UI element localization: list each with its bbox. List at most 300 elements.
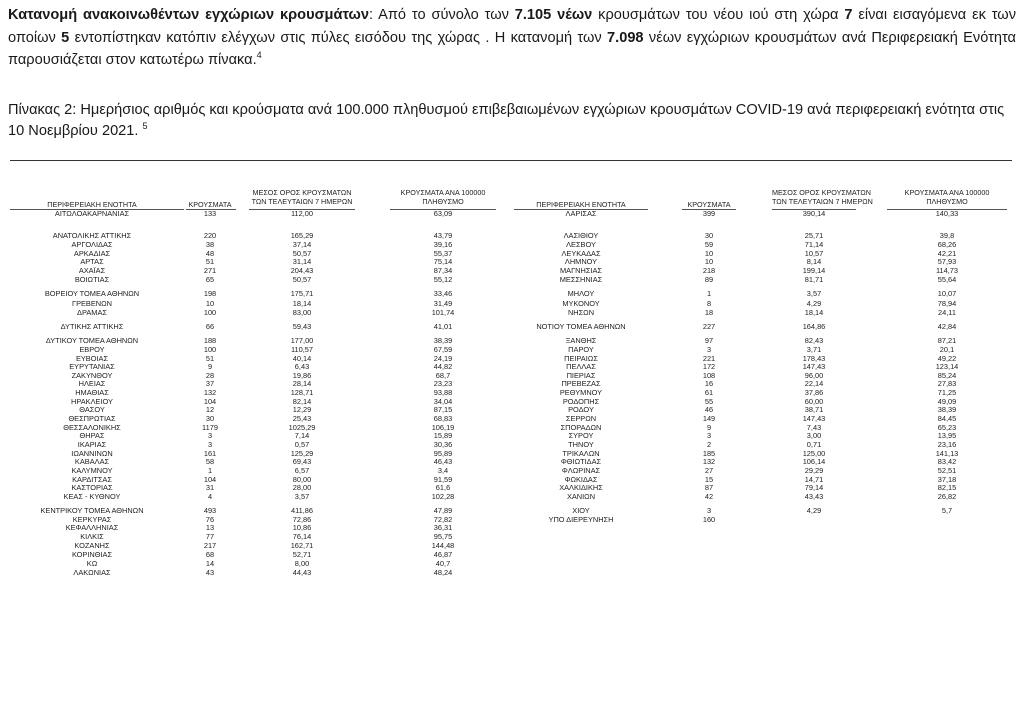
table-row xyxy=(0,542,1024,551)
cell-per: 27,83 xyxy=(937,379,957,388)
cell-avg: 147,43 xyxy=(802,362,826,371)
cell-cases: 132 xyxy=(702,457,716,466)
cell-name: ΗΡΑΚΛΕΙΟΥ xyxy=(71,397,113,406)
cell-avg: 10,57 xyxy=(804,249,824,258)
cell-avg: 83,00 xyxy=(292,308,312,317)
cell-per: 102,28 xyxy=(431,492,455,501)
cell-cases: 3 xyxy=(207,440,213,449)
table-row xyxy=(0,415,1024,424)
cell-cases: 12 xyxy=(205,405,215,414)
cell-per: 95,89 xyxy=(433,449,453,458)
cell-name: ΛΗΜΝΟΥ xyxy=(564,257,598,266)
cell-avg: 390,14 xyxy=(802,209,826,218)
intro-total-new: 7.105 νέων xyxy=(514,7,593,23)
cell-name: ΣΥΡΟΥ xyxy=(568,431,594,440)
cell-per: 67,59 xyxy=(433,345,453,354)
cell-name: ΑΡΚΑΔΙΑΣ xyxy=(73,249,111,258)
table-row xyxy=(0,516,1024,525)
cell-cases: 220 xyxy=(203,231,217,240)
cell-avg: 7,14 xyxy=(294,431,310,440)
cell-cases: 68 xyxy=(205,550,215,559)
cell-per: 63,09 xyxy=(433,209,453,218)
cell-cases: 10 xyxy=(704,257,714,266)
cell-avg: 37,86 xyxy=(804,388,824,397)
cell-name: ΦΩΚΙΔΑΣ xyxy=(564,475,598,484)
cell-name: ΜΕΣΣΗΝΙΑΣ xyxy=(559,275,603,284)
cell-avg: 125,00 xyxy=(802,449,826,458)
cell-name: ΦΛΩΡΙΝΑΣ xyxy=(561,466,601,475)
cell-per: 68,26 xyxy=(937,240,957,249)
cell-avg: 37,14 xyxy=(292,240,312,249)
table-caption xyxy=(8,100,1016,142)
cell-name: ΛΑΚΩΝΙΑΣ xyxy=(73,568,111,577)
cell-cases: 31 xyxy=(205,483,215,492)
cell-name: ΘΕΣΣΑΛΟΝΙΚΗΣ xyxy=(63,423,121,432)
cell-cases: 108 xyxy=(702,371,716,380)
cell-avg: 3,71 xyxy=(806,345,822,354)
cell-per: 140,33 xyxy=(935,209,959,218)
cell-avg: 199,14 xyxy=(802,266,826,275)
cell-avg: 29,29 xyxy=(804,466,824,475)
intro-imported: 7 xyxy=(844,7,853,23)
cell-avg: 8,14 xyxy=(806,257,822,266)
cell-per: 42,84 xyxy=(937,322,957,331)
cell-avg: 82,43 xyxy=(804,336,824,345)
cell-per: 47,89 xyxy=(433,506,453,515)
intro-text-5: νέων εγχώριων κρουσμάτων ανά Περιφερειακή Ενότητα παρουσιάζεται στον κατωτέρω πίνακα. xyxy=(8,29,1016,69)
cell-name: ΖΑΚΥΝΘΟΥ xyxy=(71,371,113,380)
cell-cases: 185 xyxy=(702,449,716,458)
cell-per: 43,79 xyxy=(433,231,453,240)
cell-cases: 100 xyxy=(203,345,217,354)
intro-border-detected: 5 xyxy=(61,29,70,46)
cell-per: 72,82 xyxy=(433,515,453,524)
table-row xyxy=(0,484,1024,493)
cell-cases: 10 xyxy=(205,299,215,308)
cell-per: 46,43 xyxy=(433,457,453,466)
cell-avg: 25,71 xyxy=(804,231,824,240)
cell-cases: 46 xyxy=(704,405,714,414)
cell-per: 75,14 xyxy=(433,257,453,266)
cell-avg: 80,00 xyxy=(292,475,312,484)
cell-per: 5,7 xyxy=(941,506,953,515)
cell-per: 36,31 xyxy=(433,523,453,532)
table-row xyxy=(0,210,1024,219)
cell-avg: 7,43 xyxy=(806,423,822,432)
cell-per: 38,39 xyxy=(433,336,453,345)
cell-name: ΚΟΖΑΝΗΣ xyxy=(74,541,110,550)
cell-cases: 18 xyxy=(704,308,714,317)
cell-avg: 38,71 xyxy=(804,405,824,414)
cell-avg: 25,43 xyxy=(292,414,312,423)
cell-cases: 198 xyxy=(203,289,217,298)
cell-avg: 12,29 xyxy=(292,405,312,414)
cell-cases: 66 xyxy=(205,322,215,331)
table-caption-text: Πίνακας 2: Ημερήσιος αριθμός και κρούσματα ανά 100.000 πληθυσμού επιβεβαιωμένων εγχώριων κρουσμάτων COVID-19 ανά περιφερειακή ενότητα στις 10 Νοεμβρίου 2021. xyxy=(8,102,1005,139)
cell-cases: 218 xyxy=(702,266,716,275)
cell-avg: 19,86 xyxy=(292,371,312,380)
table-row xyxy=(0,507,1024,516)
cell-per: 91,59 xyxy=(433,475,453,484)
cell-per: 95,75 xyxy=(433,532,453,541)
cell-avg: 178,43 xyxy=(802,354,826,363)
cell-avg: 79,14 xyxy=(804,483,824,492)
cell-per: 106,19 xyxy=(431,423,455,432)
cell-name: ΠΡΕΒΕΖΑΣ xyxy=(561,379,601,388)
cell-avg: 18,14 xyxy=(292,299,312,308)
cell-avg: 164,86 xyxy=(802,322,826,331)
cell-name: ΠΑΡΟΥ xyxy=(568,345,594,354)
cell-name: ΚΩ xyxy=(86,559,98,568)
cell-name: ΜΑΓΝΗΣΙΑΣ xyxy=(560,266,602,275)
cell-per: 85,24 xyxy=(937,371,957,380)
cell-per: 55,37 xyxy=(433,249,453,258)
cell-name: ΔΥΤΙΚΟΥ ΤΟΜΕΑ ΑΘΗΝΩΝ xyxy=(45,336,139,345)
table-row xyxy=(0,241,1024,250)
cell-avg: 72,86 xyxy=(292,515,312,524)
table-row xyxy=(0,337,1024,346)
cell-name: ΣΕΡΡΩΝ xyxy=(565,414,597,423)
cell-name: ΧΑΝΙΩΝ xyxy=(566,492,596,501)
cell-per: 23,16 xyxy=(937,440,957,449)
cell-per: 26,82 xyxy=(937,492,957,501)
cell-per: 42,21 xyxy=(937,249,957,258)
cell-per: 3,4 xyxy=(437,466,449,475)
cell-avg: 4,29 xyxy=(806,299,822,308)
cell-cases: 2 xyxy=(706,440,712,449)
cell-per: 15,89 xyxy=(433,431,453,440)
cell-per: 20,1 xyxy=(939,345,955,354)
cell-name: ΧΙΟΥ xyxy=(572,506,590,515)
cell-per: 84,45 xyxy=(937,414,957,423)
cell-name: ΠΕΙΡΑΙΩΣ xyxy=(564,354,598,363)
cell-name: ΛΕΥΚΑΔΑΣ xyxy=(561,249,601,258)
cell-name: ΡΟΔΟΥ xyxy=(568,405,594,414)
cell-cases: 97 xyxy=(704,336,714,345)
cell-per: 52,51 xyxy=(937,466,957,475)
cell-cases: 3 xyxy=(207,431,213,440)
cell-cases: 3 xyxy=(706,345,712,354)
cell-per: 41,01 xyxy=(433,322,453,331)
cell-cases: 100 xyxy=(203,308,217,317)
table-row xyxy=(0,406,1024,415)
cell-name: ΚΙΛΚΙΣ xyxy=(80,532,104,541)
cell-cases: 55 xyxy=(704,397,714,406)
cell-avg: 0,71 xyxy=(806,440,822,449)
cell-avg: 40,14 xyxy=(292,354,312,363)
cell-cases: 271 xyxy=(203,266,217,275)
cell-per: 144,48 xyxy=(431,541,455,550)
table-row xyxy=(0,458,1024,467)
table-row xyxy=(0,232,1024,241)
cell-name: ΘΑΣΟΥ xyxy=(79,405,105,414)
cell-cases: 48 xyxy=(205,249,215,258)
cell-cases: 188 xyxy=(203,336,217,345)
cell-per: 87,15 xyxy=(433,405,453,414)
table-row xyxy=(0,323,1024,332)
table-row xyxy=(0,569,1024,578)
cell-avg: 3,57 xyxy=(806,289,822,298)
cell-avg: 14,71 xyxy=(804,475,824,484)
cell-name: ΝΗΣΩΝ xyxy=(567,308,595,317)
cell-avg: 22,14 xyxy=(804,379,824,388)
table-row xyxy=(0,363,1024,372)
cell-per: 39,16 xyxy=(433,240,453,249)
cell-per: 49,22 xyxy=(937,354,957,363)
cell-per: 24,19 xyxy=(433,354,453,363)
cell-cases: 77 xyxy=(205,532,215,541)
table-row xyxy=(0,560,1024,569)
table-row xyxy=(0,276,1024,285)
cell-name: ΕΒΡΟΥ xyxy=(79,345,105,354)
footnote-ref-4: 4 xyxy=(256,50,262,61)
cell-avg: 162,71 xyxy=(290,541,314,550)
cell-name: ΑΙΤΩΛΟΑΚΑΡΝΑΝΙΑΣ xyxy=(54,209,130,218)
cell-per: 34,04 xyxy=(433,397,453,406)
cell-avg: 165,29 xyxy=(290,231,314,240)
cell-name: ΓΡΕΒΕΝΩΝ xyxy=(72,299,112,308)
cell-name: ΤΡΙΚΑΛΩΝ xyxy=(562,449,600,458)
cell-cases: 3 xyxy=(706,506,712,515)
cell-per: 46,87 xyxy=(433,550,453,559)
cell-avg: 1025,29 xyxy=(288,423,316,432)
cell-cases: 87 xyxy=(704,483,714,492)
intro-paragraph xyxy=(8,4,1016,72)
cell-cases: 1 xyxy=(706,289,712,298)
cell-per: 71,25 xyxy=(937,388,957,397)
cell-per: 65,23 xyxy=(937,423,957,432)
cell-avg: 44,43 xyxy=(292,568,312,577)
cell-name: ΠΕΛΛΑΣ xyxy=(566,362,596,371)
table-row xyxy=(0,524,1024,533)
cell-avg: 411,86 xyxy=(290,506,314,515)
cell-per: 93,88 xyxy=(433,388,453,397)
cell-cases: 38 xyxy=(205,240,215,249)
cell-cases: 1 xyxy=(207,466,213,475)
table-row xyxy=(0,309,1024,318)
cell-cases: 27 xyxy=(704,466,714,475)
cell-per: 82,15 xyxy=(937,483,957,492)
cell-avg: 3,00 xyxy=(806,431,822,440)
table-row xyxy=(0,441,1024,450)
cell-per: 101,74 xyxy=(431,308,455,317)
cell-avg: 3,57 xyxy=(294,492,310,501)
cell-cases: 65 xyxy=(205,275,215,284)
header-avg-left: ΜΕΣΟΣ ΟΡΟΣ ΚΡΟΥΣΜΑΤΩΝ ΤΩΝ ΤΕΛΕΥΤΑΙΩΝ 7 ΗΜΕΡΩΝ xyxy=(251,188,353,206)
cell-cases: 43 xyxy=(205,568,215,577)
cell-avg: 0,57 xyxy=(294,440,310,449)
cell-name: ΜΥΚΟΝΟΥ xyxy=(562,299,600,308)
cell-per: 33,46 xyxy=(433,289,453,298)
cell-cases: 399 xyxy=(702,209,716,218)
cell-per: 55,64 xyxy=(937,275,957,284)
cell-avg: 175,71 xyxy=(290,289,314,298)
cell-avg: 76,14 xyxy=(292,532,312,541)
cell-per: 10,07 xyxy=(937,289,957,298)
cell-cases: 4 xyxy=(207,492,213,501)
cell-name: ΛΑΡΙΣΑΣ xyxy=(565,209,597,218)
cell-cases: 104 xyxy=(203,397,217,406)
table-row xyxy=(0,346,1024,355)
cell-per: 38,39 xyxy=(937,405,957,414)
cell-avg: 112,00 xyxy=(290,209,314,218)
cell-name: ΚΕΡΚΥΡΑΣ xyxy=(72,515,112,524)
cell-cases: 16 xyxy=(704,379,714,388)
cell-cases: 8 xyxy=(706,299,712,308)
cell-name: ΤΗΝΟΥ xyxy=(568,440,594,449)
table-row xyxy=(0,389,1024,398)
cell-cases: 9 xyxy=(207,362,213,371)
cell-name: ΧΑΛΚΙΔΙΚΗΣ xyxy=(559,483,603,492)
cell-per: 23,23 xyxy=(433,379,453,388)
cell-cases: 42 xyxy=(704,492,714,501)
cell-cases: 61 xyxy=(704,388,714,397)
cell-name: ΠΙΕΡΙΑΣ xyxy=(566,371,596,380)
cell-per: 39,8 xyxy=(939,231,955,240)
cell-avg: 147,43 xyxy=(802,414,826,423)
cell-name: ΑΝΑΤΟΛΙΚΗΣ ΑΤΤΙΚΗΣ xyxy=(52,231,132,240)
cell-name: ΛΕΣΒΟΥ xyxy=(566,240,596,249)
cell-name: ΥΠΟ ΔΙΕΡΕΥΝΗΣΗ xyxy=(548,515,614,524)
cell-name: ΘΗΡΑΣ xyxy=(79,431,105,440)
cell-name: ΗΛΕΙΑΣ xyxy=(78,379,106,388)
cell-name: ΔΥΤΙΚΗΣ ΑΤΤΙΚΗΣ xyxy=(60,322,124,331)
cell-name: ΙΩΑΝΝΙΝΩΝ xyxy=(71,449,113,458)
cell-avg: 96,00 xyxy=(804,371,824,380)
cell-per: 123,14 xyxy=(935,362,959,371)
cell-name: ΑΧΑΪΑΣ xyxy=(78,266,106,275)
header-unit-right: ΠΕΡΙΦΕΡΕΙΑΚΗ ΕΝΟΤΗΤΑ xyxy=(536,200,626,209)
cell-cases: 172 xyxy=(702,362,716,371)
cell-avg: 177,00 xyxy=(290,336,314,345)
cell-avg: 6,57 xyxy=(294,466,310,475)
cell-per: 13,95 xyxy=(937,431,957,440)
cell-avg: 59,43 xyxy=(292,322,312,331)
table-row xyxy=(0,258,1024,267)
cell-name: ΣΠΟΡΑΔΩΝ xyxy=(560,423,602,432)
intro-text-2: κρουσμάτων του νέου ιού στη χώρα xyxy=(592,7,845,23)
table-row xyxy=(0,290,1024,299)
cell-name: ΝΟΤΙΟΥ ΤΟΜΕΑ ΑΘΗΝΩΝ xyxy=(536,322,626,331)
cell-name: ΑΡΓΟΛΙΔΑΣ xyxy=(71,240,113,249)
cell-per: 68,7 xyxy=(435,371,451,380)
cell-per: 114,73 xyxy=(935,266,959,275)
table-row xyxy=(0,432,1024,441)
cell-cases: 3 xyxy=(706,431,712,440)
header-cases-left: ΚΡΟΥΣΜΑΤΑ xyxy=(188,200,232,209)
cell-avg: 50,57 xyxy=(292,249,312,258)
cell-avg: 128,71 xyxy=(290,388,314,397)
header-per100k-right: ΚΡΟΥΣΜΑΤΑ ΑΝΑ 100000 ΠΛΗΘΥΣΜΟ xyxy=(904,188,990,206)
intro-text-3: είναι εισαγόμενα εκ των οποίων xyxy=(8,7,1016,46)
cell-avg: 204,43 xyxy=(290,266,314,275)
cell-avg: 71,14 xyxy=(804,240,824,249)
cell-cases: 160 xyxy=(702,515,716,524)
cell-name: ΘΕΣΠΡΩΤΙΑΣ xyxy=(68,414,116,423)
cell-cases: 227 xyxy=(702,322,716,331)
cell-per: 141,13 xyxy=(935,449,959,458)
table-row xyxy=(0,380,1024,389)
cell-name: ΚΟΡΙΝΘΙΑΣ xyxy=(71,550,113,559)
cell-per: 78,94 xyxy=(937,299,957,308)
cell-cases: 132 xyxy=(203,388,217,397)
cell-avg: 82,14 xyxy=(292,397,312,406)
cell-name: ΚΑΛΥΜΝΟΥ xyxy=(71,466,113,475)
cell-per: 87,34 xyxy=(433,266,453,275)
cell-avg: 8,00 xyxy=(294,559,310,568)
table-row xyxy=(0,493,1024,502)
cell-per: 30,36 xyxy=(433,440,453,449)
cell-per: 31,49 xyxy=(433,299,453,308)
cell-avg: 106,14 xyxy=(802,457,826,466)
cell-per: 48,24 xyxy=(433,568,453,577)
cell-avg: 28,14 xyxy=(292,379,312,388)
cell-cases: 9 xyxy=(706,423,712,432)
cell-cases: 37 xyxy=(205,379,215,388)
cell-name: ΒΟΡΕΙΟΥ ΤΟΜΕΑ ΑΘΗΝΩΝ xyxy=(44,289,140,298)
cell-avg: 4,29 xyxy=(806,506,822,515)
cell-avg: 52,71 xyxy=(292,550,312,559)
cell-cases: 14 xyxy=(205,559,215,568)
cell-name: ΚΕΦΑΛΛΗΝΙΑΣ xyxy=(65,523,119,532)
cell-avg: 125,29 xyxy=(290,449,314,458)
cell-avg: 81,71 xyxy=(804,275,824,284)
cell-per: 37,18 xyxy=(937,475,957,484)
cell-name: ΚΑΡΔΙΤΣΑΣ xyxy=(72,475,112,484)
cell-per: 55,12 xyxy=(433,275,453,284)
cell-cases: 493 xyxy=(203,506,217,515)
cell-name: ΒΟΙΩΤΙΑΣ xyxy=(74,275,110,284)
cell-cases: 28 xyxy=(205,371,215,380)
cell-cases: 89 xyxy=(704,275,714,284)
table-row xyxy=(0,300,1024,309)
cell-avg: 43,43 xyxy=(804,492,824,501)
section-divider xyxy=(10,160,1012,161)
cell-name: ΜΗΛΟΥ xyxy=(567,289,595,298)
cell-per: 44,82 xyxy=(433,362,453,371)
cell-name: ΑΡΤΑΣ xyxy=(80,257,104,266)
cell-name: ΞΑΝΘΗΣ xyxy=(565,336,597,345)
cell-cases: 30 xyxy=(205,414,215,423)
table-row xyxy=(0,551,1024,560)
cell-per: 40,7 xyxy=(435,559,451,568)
cell-per: 83,42 xyxy=(937,457,957,466)
cell-name: ΡΕΘΥΜΝΟΥ xyxy=(559,388,603,397)
cell-cases: 51 xyxy=(205,354,215,363)
cell-avg: 28,00 xyxy=(292,483,312,492)
cell-cases: 51 xyxy=(205,257,215,266)
cell-cases: 1179 xyxy=(202,423,218,432)
table-row xyxy=(0,267,1024,276)
table-row xyxy=(0,467,1024,476)
cell-avg: 60,00 xyxy=(804,397,824,406)
cell-per: 68,83 xyxy=(433,414,453,423)
cell-name: ΗΜΑΘΙΑΣ xyxy=(75,388,109,397)
header-avg-right: ΜΕΣΟΣ ΟΡΟΣ ΚΡΟΥΣΜΑΤΩΝ ΤΩΝ ΤΕΛΕΥΤΑΙΩΝ 7 ΗΜΕΡΩΝ xyxy=(772,188,873,206)
cell-name: ΦΘΙΩΤΙΔΑΣ xyxy=(560,457,602,466)
cell-name: ΚΕΝΤΡΙΚΟΥ ΤΟΜΕΑ ΑΘΗΝΩΝ xyxy=(40,506,144,515)
cell-per: 87,21 xyxy=(937,336,957,345)
cell-name: ΙΚΑΡΙΑΣ xyxy=(77,440,107,449)
cell-cases: 149 xyxy=(702,414,716,423)
cell-cases: 10 xyxy=(704,249,714,258)
cell-cases: 76 xyxy=(205,515,215,524)
cell-name: ΕΥΒΟΙΑΣ xyxy=(75,354,109,363)
cell-cases: 217 xyxy=(203,541,217,550)
cell-per: 61,6 xyxy=(435,483,451,492)
cell-cases: 30 xyxy=(704,231,714,240)
cell-avg: 10,86 xyxy=(292,523,312,532)
